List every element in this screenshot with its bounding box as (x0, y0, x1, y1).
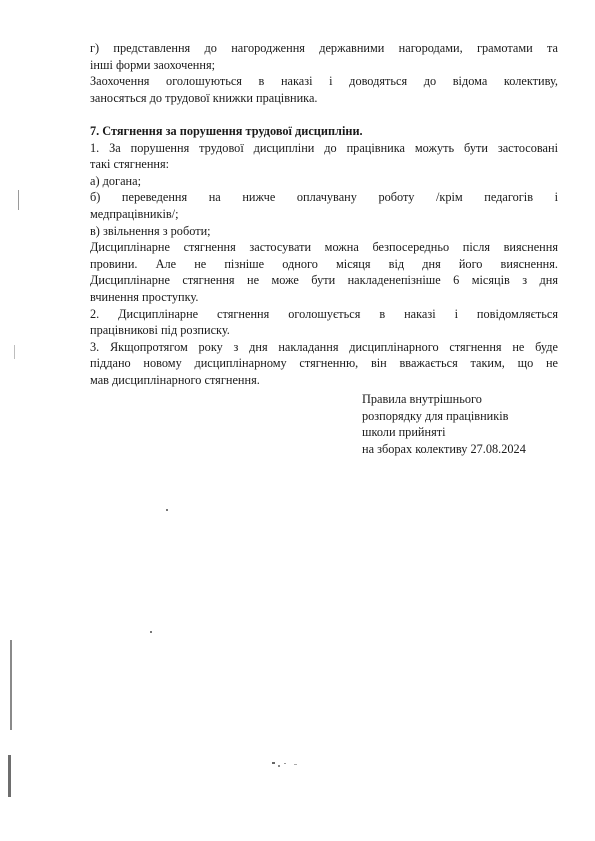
text-line: 3. Якщопротягом року з дня накладання дисциплінарного стягнення не буде (90, 339, 558, 354)
text-line: 2. Дисциплінарне стягнення оголошується в наказі і повідомляється (90, 306, 558, 321)
text-line: б) переведення на нижче оплачувану роботу /крім педагогів і (90, 190, 558, 205)
text-line: вчинення проступку. (90, 289, 199, 304)
text-line: такі стягнення: (90, 157, 170, 172)
text-line: Дисциплінарне стягнення не може бути накладенепізніше 6 місяців з дня (90, 273, 558, 288)
text-line: мав дисциплінарного стягнення. (90, 372, 260, 387)
text-line: працівникові під розписку. (90, 323, 230, 338)
text-line: інші форми заохочення; (90, 57, 216, 72)
document-body (90, 40, 558, 388)
scan-mark (166, 509, 168, 511)
text-line: 1. За порушення трудової дисципліни до працівника можуть бути застосовані (90, 140, 558, 155)
text-line: а) догана; (90, 173, 141, 188)
text-line: в) звільнення з роботи; (90, 223, 211, 238)
text-line: заносяться до трудової книжки працівника. (90, 90, 318, 105)
approval-line: розпорядку для працівників (362, 408, 509, 423)
section-heading: 7. Стягнення за порушення трудової дисципліни. (90, 123, 363, 138)
scan-mark (8, 755, 11, 797)
text-line: провини. Але не пізніше одного місяця від дня його вияснення. (90, 256, 558, 271)
approval-line: на зборах колективу 27.08.2024 (362, 441, 526, 456)
text-line: медпрацівників/; (90, 206, 179, 221)
text-line: Дисциплінарне стягнення застосувати можна безпосередньо після вияснення (90, 240, 558, 255)
text-line: піддано новому дисциплінарному стягненню, він вважається таким, що не (90, 356, 558, 371)
paragraph-gap (90, 106, 558, 123)
scan-mark (10, 640, 12, 730)
scan-mark (284, 763, 286, 764)
scan-mark (278, 765, 280, 767)
approval-line: Правила внутрішнього (362, 392, 482, 406)
scan-mark (14, 345, 15, 359)
scan-mark (150, 631, 152, 633)
approval-note (362, 391, 526, 457)
approval-line: школи прийняті (362, 425, 446, 440)
scan-mark (18, 190, 19, 210)
text-line: Заохочення оголошуються в наказі і доводяться до відома колективу, (90, 74, 558, 89)
scan-mark (294, 764, 297, 765)
scan-mark (272, 762, 275, 764)
text-line: г) представлення до нагородження державними нагородами, грамотами та (90, 41, 558, 55)
